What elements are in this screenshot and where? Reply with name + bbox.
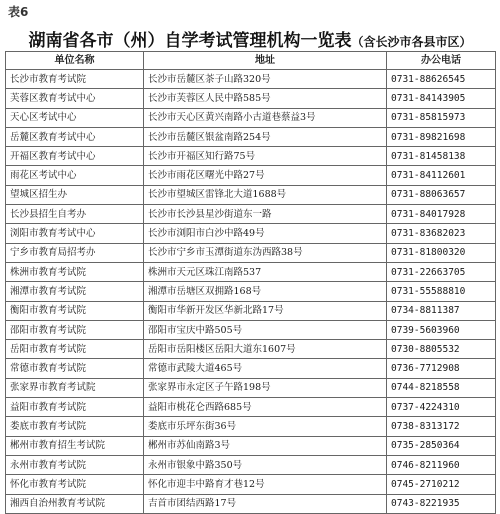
table-row: [6, 417, 496, 436]
cell-unit-name: 张家界市教育考试院: [6, 378, 144, 397]
table-number-label: 表6: [8, 5, 29, 19]
cell-unit-name: 永州市教育考试院: [6, 455, 144, 474]
table-row: [6, 455, 496, 474]
cell-phone: 0730-8805532: [387, 340, 496, 359]
table-row: [6, 147, 496, 166]
table-row: [6, 398, 496, 417]
cell-address: 岳阳市岳阳楼区岳阳大道东1607号: [144, 340, 387, 359]
cell-phone: 0736-7712908: [387, 359, 496, 378]
cell-unit-name: 雨花区考试中心: [6, 166, 144, 185]
table-row: [6, 108, 496, 127]
cell-address: 长沙市芙蓉区人民中路585号: [144, 89, 387, 108]
cell-phone: 0735-2850364: [387, 436, 496, 455]
cell-address: 娄底市乐坪东街36号: [144, 417, 387, 436]
cell-phone: 0731-81458138: [387, 147, 496, 166]
cell-phone: 0731-84143905: [387, 89, 496, 108]
cell-phone: 0737-4224310: [387, 398, 496, 417]
header-phone: 办公电话: [387, 52, 496, 70]
cell-address: 株洲市天元区珠江南路537: [144, 262, 387, 281]
cell-unit-name: 郴州市教育招生考试院: [6, 436, 144, 455]
cell-phone: 0731-88626545: [387, 70, 496, 89]
table-row: [6, 185, 496, 204]
table-row: [6, 359, 496, 378]
table-row: [6, 378, 496, 397]
table-header-row: [6, 52, 496, 70]
cell-address: 怀化市迎丰中路育才巷12号: [144, 475, 387, 494]
cell-address: 长沙市浏阳市白沙中路49号: [144, 224, 387, 243]
cell-address: 长沙市开福区知行路75号: [144, 147, 387, 166]
table-row: [6, 70, 496, 89]
cell-unit-name: 娄底市教育考试院: [6, 417, 144, 436]
cell-address: 湘潭市岳塘区双拥路168号: [144, 282, 387, 301]
cell-unit-name: 浏阳市教育考试中心: [6, 224, 144, 243]
cell-unit-name: 衡阳市教育考试院: [6, 301, 144, 320]
cell-address: 常德市武陵大道465号: [144, 359, 387, 378]
cell-address: 长沙市长沙县星沙街道东一路: [144, 205, 387, 224]
table-row: [6, 166, 496, 185]
title-main: 湖南省各市（州）自学考试管理机构一览表: [28, 31, 352, 51]
page-title: [0, 26, 500, 51]
cell-address: 长沙市岳麓区银盆南路254号: [144, 127, 387, 146]
table-row: [6, 436, 496, 455]
cell-unit-name: 岳阳市教育考试院: [6, 340, 144, 359]
table-row: [6, 262, 496, 281]
table-row: [6, 340, 496, 359]
cell-address: 张家界市永定区子午路198号: [144, 378, 387, 397]
table-body: [6, 70, 496, 514]
cell-unit-name: 长沙县招生自考办: [6, 205, 144, 224]
cell-phone: 0731-55588810: [387, 282, 496, 301]
cell-unit-name: 湘潭市教育考试院: [6, 282, 144, 301]
cell-unit-name: 芙蓉区教育考试中心: [6, 89, 144, 108]
cell-phone: 0738-8313172: [387, 417, 496, 436]
table-row: [6, 205, 496, 224]
cell-address: 衡阳市华新开发区华新北路17号: [144, 301, 387, 320]
cell-phone: 0739-5603960: [387, 320, 496, 339]
cell-unit-name: 常德市教育考试院: [6, 359, 144, 378]
cell-address: 长沙市天心区黄兴南路小古道巷蔡益3号: [144, 108, 387, 127]
table-row: [6, 89, 496, 108]
cell-phone: 0746-8211960: [387, 455, 496, 474]
cell-phone: 0745-2710212: [387, 475, 496, 494]
table-row: [6, 494, 496, 513]
cell-phone: 0731-85815973: [387, 108, 496, 127]
cell-address: 长沙市宁乡市玉潭街道东沩西路38号: [144, 243, 387, 262]
cell-address: 长沙市岳麓区茶子山路320号: [144, 70, 387, 89]
cell-unit-name: 岳麓区教育考试中心: [6, 127, 144, 146]
cell-unit-name: 宁乡市教育局招考办: [6, 243, 144, 262]
cell-address: 吉首市团结西路17号: [144, 494, 387, 513]
cell-unit-name: 望城区招生办: [6, 185, 144, 204]
cell-phone: 0731-22663705: [387, 262, 496, 281]
cell-address: 长沙市望城区雷锋北大道1688号: [144, 185, 387, 204]
cell-unit-name: 开福区教育考试中心: [6, 147, 144, 166]
table-row: [6, 243, 496, 262]
cell-unit-name: 益阳市教育考试院: [6, 398, 144, 417]
cell-unit-name: 长沙市教育考试院: [6, 70, 144, 89]
table-row: [6, 224, 496, 243]
cell-unit-name: 株洲市教育考试院: [6, 262, 144, 281]
cell-unit-name: 邵阳市教育考试院: [6, 320, 144, 339]
cell-address: 长沙市雨花区曙光中路27号: [144, 166, 387, 185]
table-row: [6, 127, 496, 146]
cell-phone: 0731-83682023: [387, 224, 496, 243]
cell-phone: 0734-8811387: [387, 301, 496, 320]
table-row: [6, 301, 496, 320]
cell-phone: 0731-84017928: [387, 205, 496, 224]
cell-phone: 0731-89821698: [387, 127, 496, 146]
table-row: [6, 282, 496, 301]
cell-address: 益阳市桃花仑西路685号: [144, 398, 387, 417]
cell-unit-name: 湘西自治州教育考试院: [6, 494, 144, 513]
cell-phone: 0743-8221935: [387, 494, 496, 513]
cell-phone: 0731-88063657: [387, 185, 496, 204]
title-subtitle: （含长沙市各县市区）: [351, 35, 472, 49]
cell-unit-name: 天心区考试中心: [6, 108, 144, 127]
cell-phone: 0731-84112601: [387, 166, 496, 185]
cell-address: 邵阳市宝庆中路505号: [144, 320, 387, 339]
cell-phone: 0744-8218558: [387, 378, 496, 397]
cell-phone: 0731-81800320: [387, 243, 496, 262]
cell-unit-name: 怀化市教育考试院: [6, 475, 144, 494]
header-address: 地址: [144, 52, 387, 70]
table-row: [6, 475, 496, 494]
cell-address: 永州市银象中路350号: [144, 455, 387, 474]
header-unit-name: 单位名称: [6, 52, 144, 70]
exam-office-table: [5, 51, 496, 514]
table-row: [6, 320, 496, 339]
cell-address: 郴州市苏仙南路3号: [144, 436, 387, 455]
